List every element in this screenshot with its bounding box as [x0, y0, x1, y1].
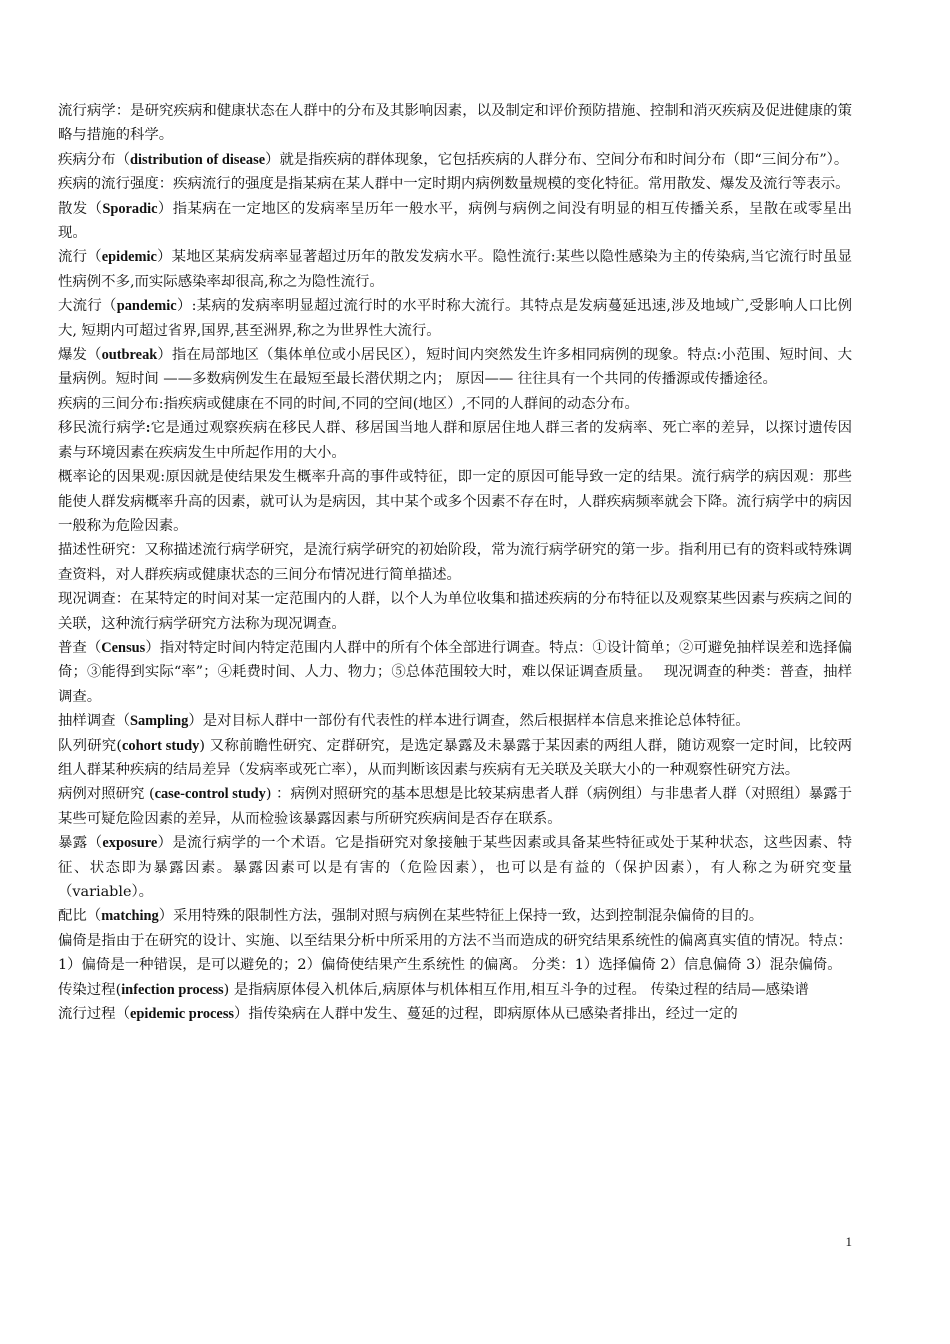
term-english: Census	[101, 639, 146, 656]
paragraph-text: 暴露（	[58, 835, 103, 852]
paragraph	[58, 99, 852, 148]
term-english: Sporadic	[102, 200, 158, 217]
paragraph-text: 现况调查：在某特定的时间对某一定范围内的人群，以个人为单位收集和描述疾病的分布特征以及观察某些因素与疾病之间的关联，这种流行病学研究方法称为现况调查。	[58, 591, 852, 632]
paragraph	[58, 245, 852, 294]
paragraph	[58, 172, 852, 196]
term-english: infection process	[121, 981, 224, 998]
paragraph-text: 偏倚是指由于在研究的设计、实施、以至结果分析中所采用的方法不当而造成的研究结果系统性的偏离真实值的情况。特点： 1）偏倚是一种错误，是可以避免的；2）偏倚使结果产生系统性 的偏离。 分类：1）选择偏倚 2）信息偏倚 3）混杂偏倚。	[58, 932, 852, 974]
term-english: pandemic	[116, 298, 177, 315]
term-english: cohort study	[122, 737, 200, 754]
paragraph	[58, 465, 852, 538]
paragraph-text: ）是流行病学的一个术语。它是指研究对象接触于某些因素或具备某些特征或处于某种状态，这些因素、特征、状态即为暴露因素。暴露因素可以是有害的（危险因素），也可以是有益的（保护因素），有人称之为研究变量（variable）。	[58, 835, 852, 900]
paragraph-text: 描述性研究：又称描述流行病学研究，是流行病学研究的初始阶段，常为流行病学研究的第一步。指利用已有的资料或特殊调查资料，对人群疾病或健康状态的三间分布情况进行简单描述。	[58, 542, 852, 583]
paragraph	[58, 343, 852, 392]
document-body	[58, 99, 852, 1026]
paragraph	[58, 392, 852, 416]
term-english: epidemic process	[129, 1006, 235, 1023]
paragraph	[58, 636, 852, 709]
paragraph-text: ）指传染病在人群中发生、蔓延的过程，即病原体从已感染者排出，经过一定的	[234, 1006, 738, 1023]
paragraph-text: ）就是指疾病的群体现象，它包括疾病的人群分布、空间分布和时间分布（即“三间分布”）。	[265, 151, 849, 168]
paragraph	[58, 831, 852, 904]
paragraph	[58, 294, 852, 343]
term-english: exposure	[102, 835, 158, 852]
paragraph	[58, 734, 852, 783]
paragraph-text: 疾病分布（	[58, 151, 130, 168]
term-english: matching	[101, 908, 159, 925]
paragraph	[58, 929, 852, 978]
paragraph-text: 配比（	[58, 908, 102, 925]
paragraph-text: 抽样调查（	[58, 713, 130, 730]
paragraph	[58, 587, 852, 636]
paragraph-text: 病例对照研究 (	[58, 786, 155, 803]
paragraph-text: ）采用特殊的限制性方法，强制对照与病例在某些特征上保持一致，达到控制混杂偏倚的目的。	[158, 908, 764, 925]
page-number: 1	[845, 1234, 852, 1249]
term-english: case-control study	[154, 786, 266, 803]
paragraph-text: 移民流行病学	[58, 420, 146, 437]
paragraph-text: ) ：病例对照研究的基本思想是比较某病患者人群（病例组）与非患者人群（对照组）暴露于某些可疑危险因素的差异，从而检验该暴露因素与所研究疾病间是否存在联系。	[58, 786, 852, 827]
paragraph-text: ）指某病在一定地区的发病率呈历年一般水平，病例与病例之间没有明显的相互传播关系，呈散在或零星出现。	[58, 200, 852, 242]
paragraph-text: ）指对特定时间内特定范围内人群中的所有个体全部进行调查。特点：①设计简单；②可避免抽样误差和选择偏倚；③能得到实际“率”；④耗费时间、人力、物力；⑤总体范围较大时，难以保证调查质量。 现况调查的种类：普查，抽样调查。	[58, 639, 852, 705]
paragraph	[58, 538, 852, 587]
term-english: outbreak	[101, 347, 158, 364]
paragraph-text: ) 又称前瞻性研究、定群研究，是选定暴露及未暴露于某因素的两组人群，随访观察一定时间，比较两组人群某种疾病的结局差异（发病率或死亡率），从而判断该因素与疾病有无关联及关联大小的一种观察性研究方法。	[58, 737, 852, 778]
paragraph-text: ）:某病的发病率明显超过流行时的水平时称大流行。其特点是发病蔓延迅速,涉及地域广,受影响人口比例大, 短期内可超过省界,国界,甚至洲界,称之为世界性大流行。	[58, 298, 852, 339]
paragraph-text: 队列研究(	[58, 737, 123, 754]
paragraph-text: 普查（	[58, 639, 102, 656]
paragraph-text: ) 是指病原体侵入机体后,病原体与机体相互作用,相互斗争的过程。 传染过程的结局—感染谱	[223, 981, 809, 998]
paragraph	[58, 782, 852, 831]
paragraph	[58, 1002, 852, 1026]
paragraph-text: 疾病的流行强度：疾病流行的强度是指某病在某人群中一定时期内病例数量规模的变化特征。常用散发、爆发及流行等表示。	[58, 176, 850, 193]
paragraph-text: 概率论的因果观:原因就是使结果发生概率升高的事件或特征，即一定的原因可能导致一定的结果。流行病学的病因观：那些能使人群发病概率升高的因素，就可认为是病因，其中某个或多个因素不存在时，人群疾病频率就会下降。流行病学中的病因一般称为危险因素。	[58, 469, 852, 534]
paragraph-text: 大流行（	[58, 298, 117, 315]
paragraph-text: 爆发（	[58, 347, 102, 364]
paragraph-text: 疾病的三间分布:指疾病或健康在不同的时间,不同的空间(地区）,不同的人群间的动态分布。	[58, 395, 639, 412]
paragraph-text: 散发（	[58, 200, 103, 217]
paragraph	[58, 197, 852, 246]
paragraph-text: 流行过程（	[58, 1006, 130, 1023]
term-english: distribution of disease	[129, 151, 266, 168]
paragraph	[58, 709, 852, 733]
paragraph-text: ）某地区某病发病率显著超过历年的散发发病水平。隐性流行:某些以隐性感染为主的传染病,当它流行时虽显性病例不多,而实际感染率却很高,称之为隐性流行。	[58, 249, 852, 290]
paragraph-text: ）是对目标人群中一部份有代表性的样本进行调查，然后根据样本信息来推论总体特征。	[188, 713, 750, 730]
paragraph-text: 流行病学：是研究疾病和健康状态在人群中的分布及其影响因素，以及制定和评价预防措施、控制和消灭疾病及促进健康的策略与措施的科学。	[58, 103, 852, 144]
term-english: Sampling	[129, 713, 189, 730]
paragraph	[58, 978, 852, 1002]
paragraph	[58, 416, 852, 465]
paragraph-text: 流行（	[58, 249, 102, 266]
paragraph-text: ）指在局部地区（集体单位或小居民区），短时间内突然发生许多相同病例的现象。特点:小范围、短时间、大量病例。短时间 ——多数病例发生在最短至最长潜伏期之内； 原因—— 往往具有一个共同的传播源或传播途径。	[58, 347, 852, 388]
paragraph	[58, 148, 852, 172]
term-english: :	[145, 420, 151, 437]
paragraph	[58, 904, 852, 928]
term-english: epidemic	[101, 249, 157, 266]
paragraph-text: 它是通过观察疾病在移民人群、移居国当地人群和原居住地人群三者的发病率、死亡率的差异，以探讨遗传因素与环境因素在疾病发生中所起作用的大小。	[58, 420, 852, 461]
paragraph-text: 传染过程(	[58, 981, 122, 998]
